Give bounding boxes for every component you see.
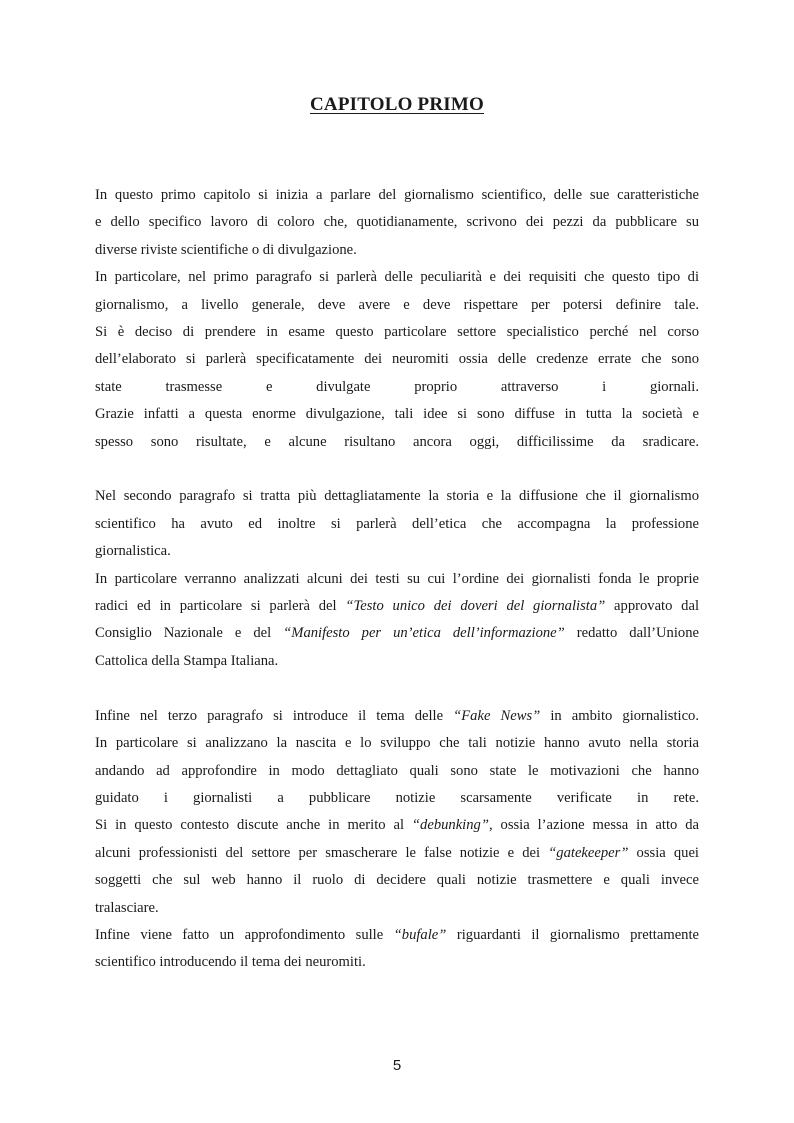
text-segment: giornalistica.	[95, 543, 171, 560]
text-segment: Consiglio Nazionale e del	[95, 625, 284, 642]
text-line	[95, 758, 699, 785]
text-segment: guidato i giornalisti a pubblicare notizie scarsamente verificate in rete.	[95, 789, 699, 806]
text-line	[95, 785, 699, 812]
text-segment: tralasciare.	[95, 899, 159, 916]
text-segment: diverse riviste scientifiche o di divulgazione.	[95, 241, 357, 258]
text-segment: Si è deciso di prendere in esame questo particolare settore specialistico perché nel corso	[95, 324, 699, 341]
body-paragraph	[95, 182, 699, 456]
text-line	[95, 949, 699, 976]
text-segment: redatto dall’Unione	[564, 625, 699, 642]
text-line	[95, 209, 699, 236]
italic-quote: “Fake News”	[453, 707, 541, 724]
text-line	[95, 346, 699, 373]
page-number: 5	[392, 1057, 402, 1074]
body-paragraph	[95, 703, 699, 977]
text-line	[95, 538, 699, 565]
paragraph-gap	[95, 456, 699, 483]
text-segment: approvato dal	[605, 598, 700, 615]
text-line	[95, 237, 699, 264]
text-line	[95, 648, 699, 675]
text-line	[95, 429, 699, 456]
text-segment: giornalismo, a livello generale, deve avere e deve rispettare per potersi definire tale.	[95, 296, 699, 313]
chapter-body	[95, 182, 699, 977]
text-segment: In particolare si analizzano la nascita e lo sviluppo che tali notizie hanno avuto nella storia	[95, 735, 699, 752]
text-line	[95, 812, 699, 839]
text-segment: scientifico introducendo il tema dei neuromiti.	[95, 954, 366, 971]
text-segment: radici ed in particolare si parlerà del	[95, 598, 346, 615]
text-line	[95, 401, 699, 428]
text-line	[95, 566, 699, 593]
text-segment: In questo primo capitolo si inizia a parlare del giornalismo scientifico, delle sue caratteristiche	[95, 187, 699, 203]
chapter-title	[0, 94, 794, 116]
italic-quote: “debunking”,	[411, 817, 493, 834]
italic-quote: “Testo unico dei doveri del giornalista”	[345, 598, 606, 615]
text-line	[95, 703, 699, 730]
text-segment: spesso sono risultate, e alcune risultano ancora oggi, difficilissime da sradicare.	[95, 433, 699, 450]
text-line	[95, 840, 699, 867]
text-line	[95, 593, 699, 620]
chapter-title-text: CAPITOLO PRIMO	[310, 94, 484, 115]
text-segment: Si in questo contesto discute anche in merito al	[95, 817, 412, 834]
text-line	[95, 620, 699, 647]
text-segment: In particolare verranno analizzati alcuni dei testi su cui l’ordine dei giornalisti fonda le proprie	[95, 570, 699, 587]
text-segment: dell’elaborato si parlerà specificatamente dei neuromiti ossia delle credenze errate che sono	[95, 351, 699, 368]
text-segment: ossia l’azione messa in atto da	[492, 817, 699, 834]
text-line	[95, 483, 699, 510]
text-line	[95, 895, 699, 922]
text-segment: riguardanti il giornalismo prettamente	[446, 926, 699, 943]
text-line	[95, 374, 699, 401]
text-segment: soggetti che sul web hanno il ruolo di decidere quali notizie trasmettere e quali invece	[95, 872, 699, 889]
text-line	[95, 292, 699, 319]
text-line	[95, 264, 699, 291]
text-segment: Grazie infatti a questa enorme divulgazione, tali idee si sono diffuse in tutta la società e	[95, 406, 699, 423]
text-segment: scientifico ha avuto ed inoltre si parlerà dell’etica che accompagna la professione	[95, 515, 699, 532]
italic-quote: “Manifesto per un’etica dell’informazione”	[283, 625, 565, 642]
text-segment: e dello specifico lavoro di coloro che, quotidianamente, scrivono dei pezzi da pubblicare su	[95, 214, 699, 231]
text-segment: alcuni professionisti del settore per smascherare le false notizie e dei	[95, 844, 549, 861]
text-segment: In particolare, nel primo paragrafo si parlerà delle peculiarità e dei requisiti che questo tipo di	[95, 269, 699, 286]
text-segment: ossia quei	[628, 844, 699, 861]
text-segment: andando ad approfondire in modo dettagliato quali sono state le motivazioni che hanno	[95, 762, 699, 779]
text-line	[95, 867, 699, 894]
text-segment: Infine viene fatto un approfondimento sulle	[95, 926, 394, 943]
text-segment: Nel secondo paragrafo si tratta più dettagliatamente la storia e la diffusione che il giornalismo	[95, 488, 699, 505]
italic-quote: “gatekeeper”	[548, 844, 629, 861]
text-segment: state trasmesse e divulgate proprio attraverso i giornali.	[95, 378, 699, 395]
text-line	[95, 182, 699, 209]
body-paragraph	[95, 483, 699, 675]
text-segment: Infine nel terzo paragrafo si introduce il tema delle	[95, 707, 454, 724]
text-segment: Cattolica della Stampa Italiana.	[95, 652, 279, 669]
paragraph-gap	[95, 675, 699, 702]
text-line	[95, 922, 699, 949]
text-line	[95, 730, 699, 757]
italic-quote: “bufale”	[393, 926, 447, 943]
text-line	[95, 319, 699, 346]
text-line	[95, 511, 699, 538]
text-segment: in ambito giornalistico.	[540, 707, 699, 724]
